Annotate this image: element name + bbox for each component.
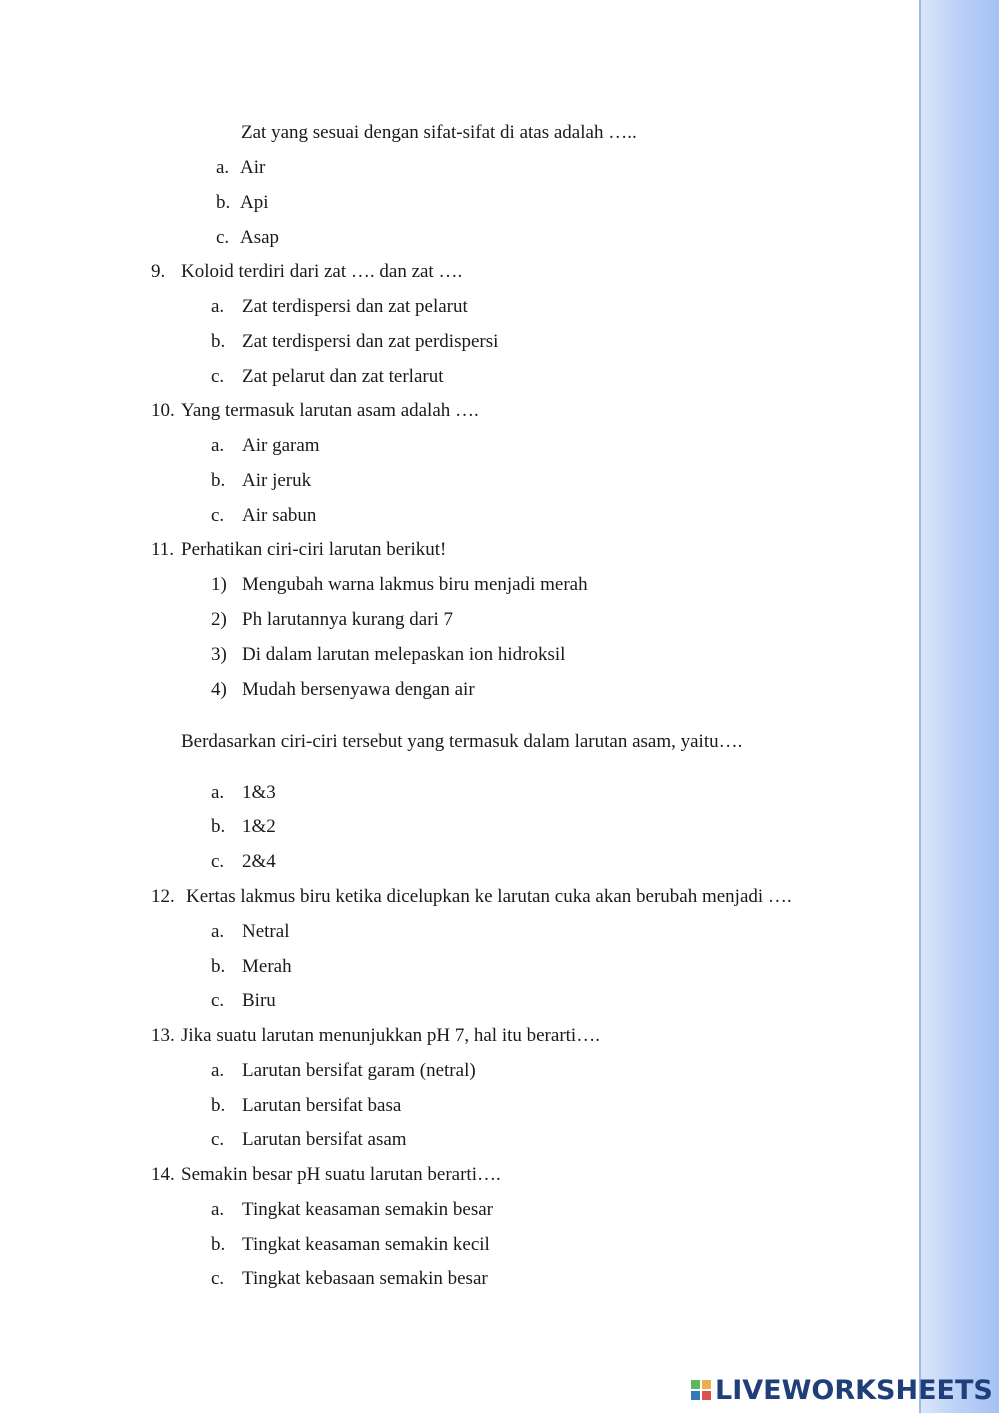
q14-option-b[interactable] — [211, 1233, 490, 1257]
q10-option-b[interactable] — [211, 469, 311, 493]
question-text: Kertas lakmus biru ketika dicelupkan ke larutan cuka akan berubah menjadi …. — [186, 886, 792, 907]
question-number: 14. — [151, 1164, 175, 1185]
question-number: 9. — [151, 261, 166, 282]
q11-option-a[interactable] — [211, 781, 276, 805]
item-text: Di dalam larutan melepaskan ion hidroksil — [242, 644, 566, 665]
q13-option-c[interactable] — [211, 1128, 407, 1152]
option-text: Zat terdispersi dan zat pelarut — [242, 296, 468, 317]
question-text: Perhatikan ciri-ciri larutan berikut! — [181, 539, 447, 560]
q13-question — [151, 1024, 600, 1048]
q11-option-b[interactable] — [211, 815, 276, 839]
option-letter: c. — [211, 1268, 225, 1289]
option-letter: a. — [211, 1060, 225, 1081]
option-letter: c. — [211, 851, 225, 872]
q12-option-c[interactable] — [211, 989, 276, 1013]
q11-question — [151, 538, 446, 562]
question-text: Jika suatu larutan menunjukkan pH 7, hal itu berarti…. — [181, 1025, 600, 1046]
q8-option-c[interactable] — [216, 226, 279, 250]
option-letter: a. — [211, 782, 225, 803]
q10-question — [151, 399, 479, 423]
q14-option-c[interactable] — [211, 1267, 488, 1291]
option-text: Merah — [242, 956, 292, 977]
question-number: 10. — [151, 400, 175, 421]
option-text: Netral — [242, 921, 290, 942]
option-letter: a. — [216, 157, 230, 178]
item-number: 4) — [211, 679, 227, 700]
option-text: 1&2 — [242, 816, 276, 837]
logo-square-red — [701, 1390, 712, 1401]
option-text: Zat pelarut dan zat terlarut — [242, 366, 444, 387]
option-letter: a. — [211, 1199, 225, 1220]
q11-prompt: Berdasarkan ciri-ciri tersebut yang termasuk dalam larutan asam, yaitu…. — [181, 731, 743, 752]
q14-question — [151, 1163, 501, 1187]
logo-square-orange — [701, 1379, 712, 1390]
logo-square-green — [690, 1379, 701, 1390]
option-letter: b. — [211, 956, 226, 977]
question-text: Koloid terdiri dari zat …. dan zat …. — [181, 261, 463, 282]
q14-option-a[interactable] — [211, 1198, 493, 1222]
item-text: Mengubah warna lakmus biru menjadi merah — [242, 574, 588, 595]
option-text: Biru — [242, 990, 276, 1011]
option-letter: a. — [211, 435, 225, 456]
q12-question — [151, 885, 792, 909]
q9-option-c[interactable] — [211, 365, 444, 389]
q11-item-3 — [211, 643, 565, 667]
q8-stem-tail: Zat yang sesuai dengan sifat-sifat di atas adalah ….. — [241, 122, 637, 143]
question-text: Yang termasuk larutan asam adalah …. — [181, 400, 479, 421]
option-letter: b. — [211, 816, 226, 837]
option-text: 1&3 — [242, 782, 276, 803]
option-letter: a. — [211, 296, 225, 317]
option-text: Asap — [240, 227, 280, 248]
q8-option-a[interactable] — [216, 156, 265, 180]
option-letter: c. — [211, 505, 225, 526]
item-number: 2) — [211, 609, 227, 630]
option-letter: a. — [211, 921, 225, 942]
logo-text: LIVEWORKSHEETS — [715, 1374, 993, 1406]
q11-item-2 — [211, 608, 453, 632]
item-number: 1) — [211, 574, 227, 595]
option-text: Air — [240, 157, 266, 178]
option-text: Api — [240, 192, 269, 213]
option-letter: b. — [211, 1234, 226, 1255]
q10-option-a[interactable] — [211, 434, 320, 458]
question-number: 11. — [151, 539, 175, 560]
q10-option-c[interactable] — [211, 504, 316, 528]
item-text: Mudah bersenyawa dengan air — [242, 679, 475, 700]
option-letter: c. — [211, 990, 225, 1011]
q13-option-a[interactable] — [211, 1059, 476, 1083]
item-number: 3) — [211, 644, 227, 665]
question-number: 12. — [151, 886, 175, 907]
option-text: Tingkat keasaman semakin kecil — [242, 1234, 490, 1255]
option-text: Air jeruk — [242, 470, 312, 491]
logo-grid-icon — [690, 1379, 712, 1401]
q9-question — [151, 260, 462, 284]
question-text: Semakin besar pH suatu larutan berarti…. — [181, 1164, 501, 1185]
liveworksheets-logo — [690, 1372, 993, 1408]
option-text: 2&4 — [242, 851, 276, 872]
q9-option-a[interactable] — [211, 295, 468, 319]
option-letter: c. — [211, 366, 225, 387]
option-letter: c. — [216, 227, 230, 248]
q11-item-1 — [211, 573, 588, 597]
option-text: Tingkat keasaman semakin besar — [242, 1199, 493, 1220]
q11-item-4 — [211, 678, 475, 702]
option-letter: b. — [216, 192, 231, 213]
option-text: Larutan bersifat garam (netral) — [242, 1060, 476, 1081]
option-text: Zat terdispersi dan zat perdispersi — [242, 331, 499, 352]
option-text: Larutan bersifat asam — [242, 1129, 407, 1150]
question-number: 13. — [151, 1025, 175, 1046]
logo-square-blue — [690, 1390, 701, 1401]
option-text: Air garam — [242, 435, 320, 456]
option-letter: c. — [211, 1129, 225, 1150]
option-text: Larutan bersifat basa — [242, 1095, 402, 1116]
item-text: Ph larutannya kurang dari 7 — [242, 609, 454, 630]
option-letter: b. — [211, 331, 226, 352]
right-sidebar-gradient — [919, 0, 999, 1413]
option-letter: b. — [211, 470, 226, 491]
q12-option-b[interactable] — [211, 955, 292, 979]
q8-option-b[interactable] — [216, 191, 269, 215]
q11-option-c[interactable] — [211, 850, 276, 874]
q13-option-b[interactable] — [211, 1094, 401, 1118]
option-letter: b. — [211, 1095, 226, 1116]
q12-option-a[interactable] — [211, 920, 289, 944]
option-text: Tingkat kebasaan semakin besar — [242, 1268, 488, 1289]
option-text: Air sabun — [242, 505, 317, 526]
q9-option-b[interactable] — [211, 330, 498, 354]
